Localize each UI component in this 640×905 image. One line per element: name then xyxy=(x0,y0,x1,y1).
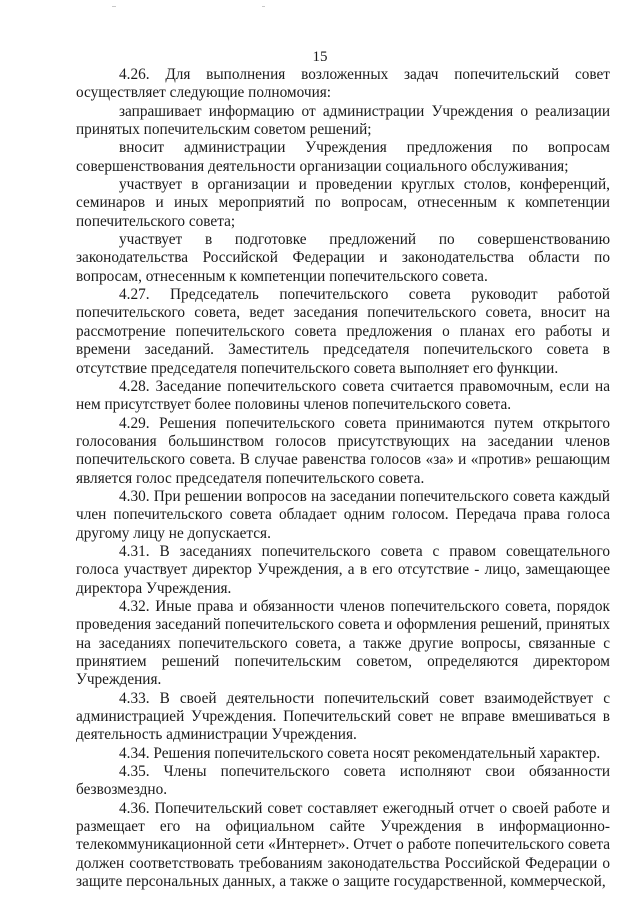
paragraph-4-29: 4.29. Решения попечительского совета принимаются путем открытого голосования большинством голосов присутствующих на заседании членов попечительского совета. В случае равенства голосов «за» и «против» решающим является голос председателя попечительского совета. xyxy=(76,414,610,487)
paragraph-request-info: запрашивает информацию от администрации Учреждения о реализации принятых попечительским советом решений; xyxy=(76,102,610,139)
paragraph-4-27: 4.27. Председатель попечительского совета руководит работой попечительского совета, ведет заседания попечительского совета, вносит на рассмотрение попечительского совета предложения о планах его работы и времени заседаний. Заместитель председателя попечительского совета в отсутствие председателя попечительского совета выполняет его функции. xyxy=(76,286,610,377)
paragraph-4-34: 4.34. Решения попечительского совета носят рекомендательный характер. xyxy=(119,744,601,762)
paragraph-4-33: 4.33. В своей деятельности попечительский совет взаимодействует с администрацией Учреждения. Попечительский совет не вправе вмешиваться в деятельность администрации Учреждения. xyxy=(76,689,610,744)
paragraph-participate-events: участвует в организации и проведении круглых столов, конференций, семинаров и иных мероприятий по вопросам, отнесенным к компетенции попечительского совета; xyxy=(76,176,610,230)
paragraph-4-36: 4.36. Попечительский совет составляет ежегодный отчет о своей работе и размещает его на официальном сайте Учреждения в информационно-телекоммуникационной сети «Интернет». Отчет о работе попечительского совета должен соответствовать требованиям законодательства Российской Федерации о защите персональных данных, а также о защите государственной, коммерческой, xyxy=(76,799,610,891)
scan-artifact xyxy=(112,6,116,7)
paragraph-4-26: 4.26. Для выполнения возложенных задач попечительский совет осуществляет следующие полномочия: xyxy=(76,66,610,102)
paragraph-4-35: 4.35. Члены попечительского совета исполняют свои обязанности безвозмездно. xyxy=(76,763,610,799)
paragraph-4-30: 4.30. При решении вопросов на заседании попечительского совета каждый член попечительского совета обладает одним голосом. Передача права голоса другому лицу не допускается. xyxy=(76,487,610,542)
paragraph-4-31: 4.31. В заседаниях попечительского совета с правом совещательного голоса участвует директор Учреждения, а в его отсутствие - лицо, замещающее директора Учреждения. xyxy=(76,542,610,597)
paragraph-submit-proposals: вносит администрации Учреждения предложения по вопросам совершенствования деятельности организации социального обслуживания; xyxy=(76,139,610,175)
paragraph-4-32: 4.32. Иные права и обязанности членов попечительского совета, порядок проведения заседаний попечительского совета и оформления решений, принятых на заседаниях попечительского совета, а также другие вопросы, связанные с принятием решений попечительским советом, определяются директором Учреждения. xyxy=(76,597,610,689)
document-body xyxy=(76,66,610,891)
scan-artifact xyxy=(262,6,265,7)
paragraph-4-28: 4.28. Заседание попечительского совета считается правомочным, если на нем присутствует более половины членов попечительского совета. xyxy=(76,377,610,414)
page-number: 15 xyxy=(312,49,328,65)
paragraph-participate-legislation: участвует в подготовке предложений по совершенствованию законодательства Российской Федерации и законодательства области по вопросам, отнесенным к компетенции попечительского совета. xyxy=(76,231,610,285)
